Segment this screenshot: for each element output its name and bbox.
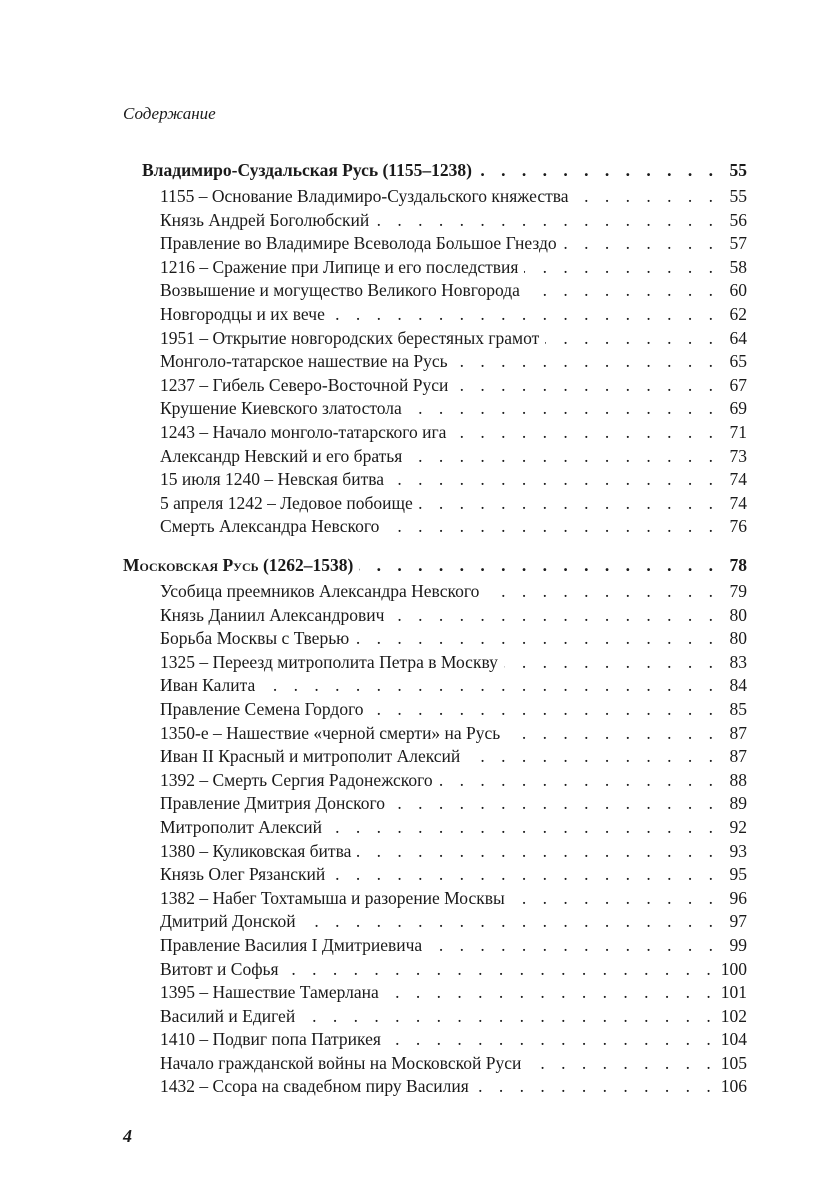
toc-entry[interactable]	[123, 958, 747, 982]
dot-leader	[285, 958, 717, 982]
toc-entry-page: 99	[729, 934, 747, 955]
dot-leader	[475, 1075, 717, 1099]
dot-leader	[387, 1028, 717, 1052]
toc-entry-title: 1432 – Ссора на свадебном пиру Василия	[160, 1076, 469, 1097]
toc-entry-title: 1392 – Смерть Сергия Радонежского	[160, 769, 433, 790]
toc-entry-title: 1155 – Основание Владимиро-Суздальского княжества	[160, 186, 569, 206]
toc-entry[interactable]	[123, 327, 747, 351]
toc-entry-title: 5 апреля 1242 – Ледовое побоище	[160, 492, 413, 513]
toc-entry-title: Правление Дмитрия Донского	[160, 793, 386, 814]
toc-entry[interactable]	[123, 863, 747, 887]
toc-entry[interactable]	[123, 209, 747, 233]
toc-entry-title: 1243 – Начало монголо-татарского ига	[160, 421, 447, 442]
toc-entry[interactable]	[123, 350, 747, 374]
toc-entry-page: 97	[729, 911, 747, 932]
toc-entry-page: 62	[729, 303, 747, 324]
toc-entry-title: Смерть Александра Невского	[160, 516, 380, 537]
toc-entry-page: 101	[720, 982, 747, 1003]
dot-leader	[385, 515, 719, 539]
toc-entry-title: Возвышение и могущество Великого Новгорода	[160, 280, 520, 301]
toc-entry[interactable]	[123, 674, 747, 698]
dot-leader	[526, 279, 719, 303]
toc-entry[interactable]	[123, 374, 747, 398]
toc-entry-title: 1325 – Переезд митрополита Петра в Москву	[160, 651, 498, 672]
toc-entry[interactable]	[123, 256, 747, 280]
toc-entry-title: Иван II Красный и митрополит Алексий	[160, 746, 461, 767]
toc-entry[interactable]	[123, 445, 747, 469]
dot-leader	[390, 468, 719, 492]
toc-entry[interactable]	[123, 468, 747, 492]
toc-entry-title: Витовт и Софья	[160, 958, 279, 979]
toc-entry[interactable]	[123, 1052, 747, 1076]
toc-entry-page: 80	[729, 604, 747, 625]
toc-section-page: 55	[729, 160, 747, 180]
toc-entry-title: 1410 – Подвиг попа Патрикея	[160, 1029, 381, 1050]
toc-entry-page: 105	[720, 1052, 747, 1073]
dot-leader	[466, 745, 719, 769]
toc-entry-title: Александр Невский и его братья	[160, 445, 403, 466]
toc-entry-title: Князь Даниил Александрович	[160, 604, 385, 625]
page-number: 4	[123, 1126, 132, 1146]
toc-entry-page: 87	[729, 746, 747, 767]
dot-leader	[331, 863, 719, 887]
toc-entry[interactable]	[123, 816, 747, 840]
toc-entry[interactable]	[123, 792, 747, 816]
toc-entry[interactable]	[123, 604, 747, 628]
dot-leader	[428, 934, 719, 958]
toc-entry[interactable]	[123, 745, 747, 769]
toc-entry[interactable]	[123, 651, 747, 675]
toc-entry[interactable]	[123, 840, 747, 864]
toc-entry[interactable]	[123, 397, 747, 421]
toc-entry-title: 15 июля 1240 – Невская битва	[160, 469, 385, 490]
dot-leader	[506, 722, 719, 746]
dot-leader	[575, 185, 719, 209]
dot-leader	[454, 374, 719, 398]
toc-entry-page: 80	[729, 628, 747, 649]
toc-entry-page: 85	[729, 698, 747, 719]
toc-entry-title: Митрополит Алексий	[160, 816, 322, 837]
toc-entry-page: 92	[729, 816, 747, 837]
toc-entry-page: 64	[729, 327, 747, 348]
toc-entry-title: Правление во Владимире Всеволода Большое Гнездо	[160, 233, 557, 254]
toc-entry-page: 74	[729, 492, 747, 513]
toc-entry[interactable]	[123, 887, 747, 911]
toc-entry-title: 1380 – Куликовская битва	[160, 840, 352, 861]
dot-leader	[545, 327, 719, 351]
toc-entry-page: 71	[729, 421, 747, 442]
dot-leader	[370, 698, 719, 722]
toc-entry-title: Князь Андрей Боголюбский	[160, 209, 370, 230]
toc-entry-page: 84	[729, 675, 747, 696]
dot-leader	[504, 651, 719, 675]
toc-entry[interactable]	[123, 232, 747, 256]
toc-entry-page: 74	[729, 469, 747, 490]
toc-section-title: Московская Русь (1262–1538)	[123, 555, 354, 575]
toc-entry-page: 96	[729, 887, 747, 908]
toc-entry-page: 102	[720, 1005, 747, 1026]
dot-leader	[408, 397, 719, 421]
dot-leader	[485, 580, 719, 604]
toc-entry-title: Князь Олег Рязанский	[160, 864, 326, 885]
running-head: Содержание	[123, 104, 216, 123]
dot-leader	[328, 816, 719, 840]
dot-leader	[563, 232, 719, 256]
toc-entry[interactable]	[123, 627, 747, 651]
toc-entry[interactable]	[123, 303, 747, 327]
toc-entry-page: 56	[729, 209, 747, 230]
dot-leader	[355, 627, 719, 651]
toc-entry[interactable]	[123, 580, 747, 604]
dot-leader	[452, 421, 719, 445]
toc-entry-title: Василий и Едигей	[160, 1005, 296, 1026]
toc-entry-page: 106	[720, 1076, 747, 1097]
toc-entry[interactable]	[123, 910, 747, 934]
toc-entry[interactable]	[123, 421, 747, 445]
dot-leader	[478, 156, 719, 185]
toc-entry[interactable]	[123, 1028, 747, 1052]
toc-entry-title: Борьба Москвы с Тверью	[160, 628, 350, 649]
toc-entry[interactable]	[123, 698, 747, 722]
toc-entry-title: Усобица преемников Александра Невского	[160, 581, 480, 601]
dot-leader	[375, 209, 719, 233]
toc-entry-title: 1237 – Гибель Северо-Восточной Руси	[160, 374, 449, 395]
toc-entry-page: 104	[720, 1029, 747, 1050]
toc-entry-page: 58	[729, 256, 747, 277]
toc-entry-title: Новгородцы и их вече	[160, 303, 325, 324]
toc-entry-page: 67	[729, 374, 747, 395]
toc-entry-page: 69	[729, 398, 747, 419]
toc-entry[interactable]	[123, 934, 747, 958]
dot-leader	[261, 674, 719, 698]
dot-leader	[390, 604, 719, 628]
toc-entry[interactable]	[123, 722, 747, 746]
dot-leader	[419, 492, 719, 516]
dot-leader	[359, 551, 719, 580]
toc-section-heading[interactable]	[123, 551, 747, 580]
toc-section-moscow-rus	[123, 551, 747, 1099]
toc-entry[interactable]	[123, 279, 747, 303]
toc-entry[interactable]	[123, 769, 747, 793]
toc-entry-title: Монголо-татарское нашествие на Русь	[160, 351, 448, 372]
toc-entry-title: 1382 – Набег Тохтамыша и разорение Москвы	[160, 887, 505, 908]
toc-entry-page: 55	[729, 186, 747, 206]
toc-entry-page: 95	[729, 864, 747, 885]
dot-leader	[331, 303, 719, 327]
toc-entry-page: 57	[729, 233, 747, 254]
toc-entry[interactable]	[123, 492, 747, 516]
toc-entry-page: 60	[729, 280, 747, 301]
toc-entry[interactable]	[123, 185, 747, 209]
toc-entry-title: Иван Калита	[160, 675, 256, 696]
toc-entry-page: 100	[720, 958, 747, 979]
toc-entry-page: 65	[729, 351, 747, 372]
toc-entry-page: 87	[729, 722, 747, 743]
dot-leader	[408, 445, 719, 469]
dot-leader	[439, 769, 719, 793]
toc-entry-title: Крушение Киевского златостола	[160, 398, 402, 419]
toc-entry-page: 93	[729, 840, 747, 861]
toc-entry-title: 1951 – Открытие новгородских берестяных грамот	[160, 327, 540, 348]
toc-entry-page: 83	[729, 651, 747, 672]
toc-entry-title: 1350-е – Нашествие «черной смерти» на Русь	[160, 722, 501, 743]
toc-section-heading[interactable]	[123, 156, 747, 185]
toc-entry-page: 88	[729, 769, 747, 790]
toc-entry-page: 79	[729, 581, 747, 601]
dot-leader	[301, 1005, 717, 1029]
dot-leader	[357, 840, 719, 864]
toc-section-vladimir-suzdal	[123, 156, 747, 539]
toc-entry-title: Правление Семена Гордого	[160, 698, 364, 719]
toc-entry-title: 1395 – Нашествие Тамерлана	[160, 982, 379, 1003]
dot-leader	[454, 350, 719, 374]
dot-leader	[524, 256, 719, 280]
toc-entry-page: 89	[729, 793, 747, 814]
toc-entry-page: 76	[729, 516, 747, 537]
dot-leader	[511, 887, 719, 911]
toc-entry-title: Дмитрий Донской	[160, 911, 296, 932]
toc-entry[interactable]	[123, 1005, 747, 1029]
toc-entry[interactable]	[123, 981, 747, 1005]
toc-entry-title: 1216 – Сражение при Липице и его последствия	[160, 256, 519, 277]
toc-entry-title: Правление Василия I Дмитриевича	[160, 934, 423, 955]
toc-entry[interactable]	[123, 515, 747, 539]
toc-entry-page: 73	[729, 445, 747, 466]
dot-leader	[302, 910, 719, 934]
toc-section-page: 78	[729, 555, 747, 575]
toc-entry[interactable]	[123, 1075, 747, 1099]
toc-section-title: Владимиро-Суздальская Русь (1155–1238)	[142, 160, 472, 180]
dot-leader	[391, 792, 719, 816]
dot-leader	[527, 1052, 716, 1076]
toc-entry-title: Начало гражданской войны на Московской Руси	[160, 1052, 522, 1073]
dot-leader	[385, 981, 717, 1005]
